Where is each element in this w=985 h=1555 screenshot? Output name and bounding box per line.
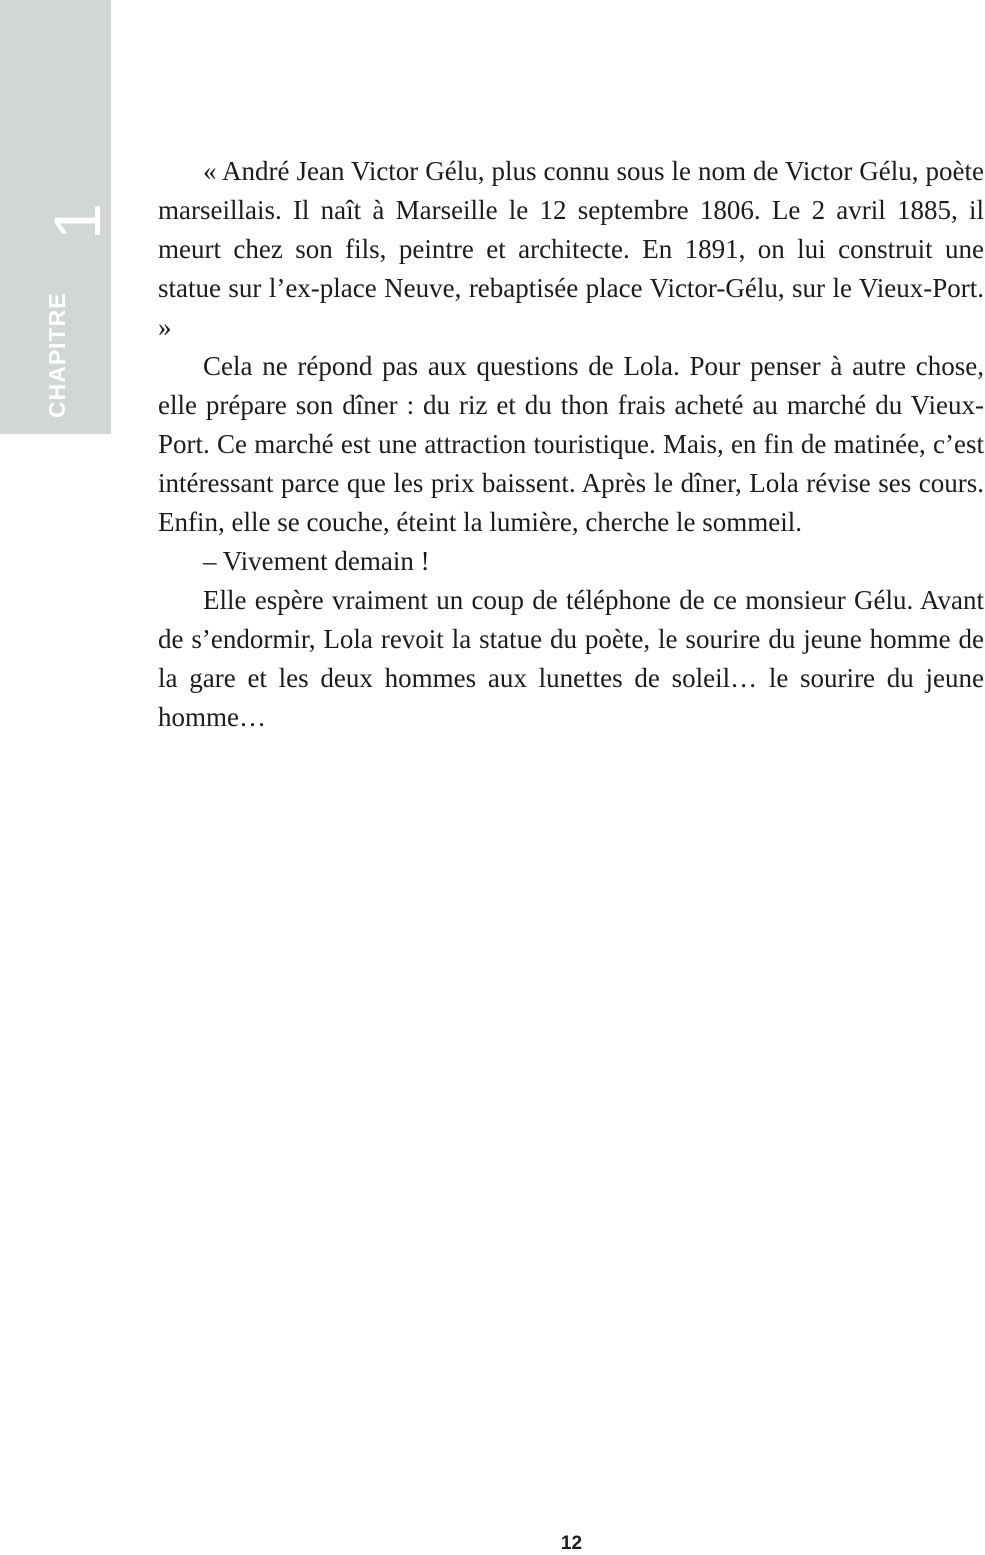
paragraph: Cela ne répond pas aux questions de Lola. Pour penser à autre chose, elle prépare son dîner : du riz et du thon frais acheté au marché du Vieux-Port. Ce marché est une attraction touristique. Mais, en fin de matinée, c’est intéressant parce que les prix baissent. Après le dîner, Lola révise ses cours. Enfin, elle se couche, éteint la lumière, cherche le sommeil. — [158, 351, 984, 537]
paragraph: « André Jean Victor Gélu, plus connu sous le nom de Victor Gélu, poète marseillais. Il naît à Marseille le 12 septembre 1806. Le 2 avril 1885, il meurt chez son fils, peintre et architecte. En 1891, on lui construit une statue sur l’ex-place Neuve, rebaptisée place Victor-Gélu, sur le Vieux-Port. » — [158, 156, 984, 342]
page-number: 12 — [560, 1533, 583, 1554]
paragraph: Elle espère vraiment un coup de téléphone de ce monsieur Gélu. Avant de s’endormir, Lola revoit la statue du poète, le sourire du jeune homme de la gare et les deux hommes aux lunettes de soleil… le sourire du jeune homme… — [158, 585, 984, 732]
body-text — [158, 152, 984, 737]
chapter-tab — [0, 0, 114, 434]
chapter-number: 1 — [40, 203, 114, 240]
paragraph: – Vivement demain ! — [203, 546, 430, 576]
chapter-label: CHAPITRE — [44, 292, 70, 418]
